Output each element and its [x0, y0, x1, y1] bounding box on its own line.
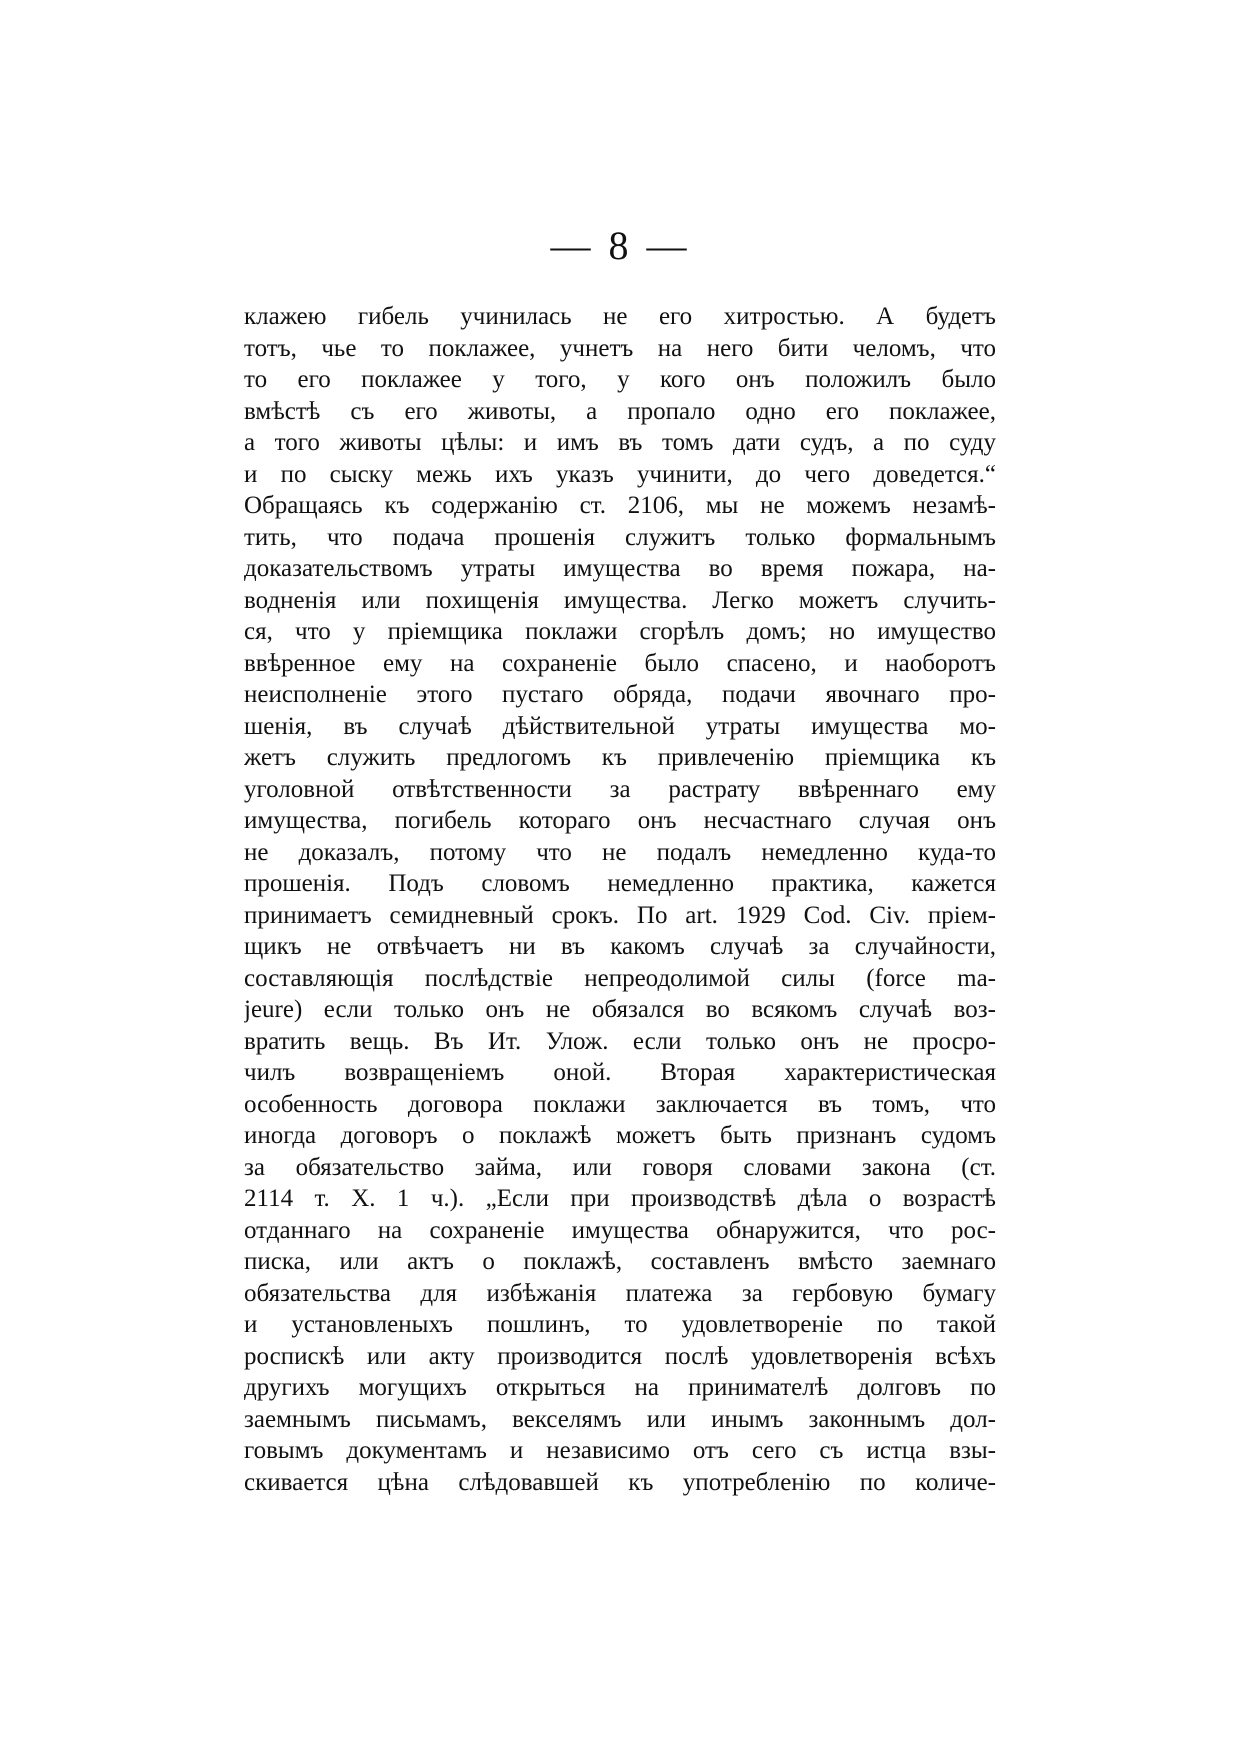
text-line: имущества, погибель котораго онъ несчастнаго случая онъ — [244, 807, 996, 834]
text-line: говымъ документамъ и независимо отъ сего съ истца взы- — [244, 1437, 996, 1464]
text-line: принимаетъ семидневный срокъ. По art. 1929 Cod. Civ. пріем- — [244, 901, 996, 929]
text-line: а того животы цѣлы: и имъ въ томъ дати судъ, а по суду — [244, 429, 996, 456]
text-line: jeure) если только онъ не обязался во всякомъ случаѣ воз- — [244, 996, 996, 1023]
text-line: неисполненіе этого пустаго обряда, подачи явочнаго про- — [244, 681, 996, 708]
text-line: прошенія. Подъ словомъ немедленно практика, кажется — [244, 870, 996, 897]
text-line: 2114 т. X. 1 ч.). „Если при производствѣ дѣла о возрастѣ — [244, 1185, 996, 1212]
text-line: и установленыхъ пошлинъ, то удовлетвореніе по такой — [244, 1311, 996, 1338]
text-line: доказательствомъ утраты имущества во время пожара, на- — [244, 555, 996, 582]
text-line: вмѣстѣ съ его животы, а пропало одно его поклажее, — [244, 397, 996, 425]
text-line: особенность договора поклажи заключается въ томъ, что — [244, 1090, 996, 1118]
text-line: водненія или похищенія имущества. Легко можетъ случить- — [244, 586, 996, 614]
text-line: вратить вещь. Въ Ит. Улож. если только онъ не просро- — [244, 1027, 996, 1055]
text-line: щикъ не отвѣчаетъ ни въ какомъ случаѣ за случайности, — [244, 933, 996, 960]
text-line: жетъ служить предлогомъ къ привлеченію пріемщика къ — [244, 744, 996, 771]
text-line: клажею гибель учинилась не его хитростью. А будетъ — [244, 303, 996, 330]
text-line: иногда договоръ о поклажѣ можетъ быть признанъ судомъ — [244, 1122, 996, 1149]
text-line: тотъ, чье то поклажее, учнетъ на него бити челомъ, что — [244, 334, 996, 362]
text-line: и по сыску межь ихъ указъ учинити, до чего доведется.“ — [244, 460, 996, 488]
text-line: заемнымъ письмамъ, векселямъ или инымъ законнымъ дол- — [244, 1405, 996, 1433]
text-line: то его поклажее у того, у кого онъ положилъ было — [244, 366, 996, 393]
text-line: обязательства для избѣжанія платежа за гербовую бумагу — [244, 1279, 996, 1307]
text-line: писка, или актъ о поклажѣ, составленъ вмѣсто заемнаго — [244, 1248, 996, 1275]
text-line: шенія, въ случаѣ дѣйствительной утраты имущества мо- — [244, 712, 996, 740]
body-text — [244, 301, 996, 1498]
text-line: не доказалъ, потому что не подалъ немедленно куда-то — [244, 838, 996, 866]
text-line: составляющія послѣдствіе непреодолимой силы (force ma- — [244, 964, 996, 992]
text-line: чилъ возвращеніемъ оной. Вторая характеристическая — [244, 1059, 996, 1086]
text-line: отданнаго на сохраненіе имущества обнаружится, что рос- — [244, 1216, 996, 1244]
text-line: уголовной отвѣтственности за растрату ввѣреннаго ему — [244, 775, 996, 803]
text-line: ся, что у пріемщика поклажи сгорѣлъ домъ; но имущество — [244, 618, 996, 645]
text-line: скивается цѣна слѣдовавшей къ употребленію по количе- — [244, 1468, 996, 1496]
text-line: другихъ могущихъ открыться на принимателѣ долговъ по — [244, 1374, 996, 1401]
text-line: за обязательство займа, или говоря словами закона (ст. — [244, 1153, 996, 1181]
text-line: роспискѣ или акту производится послѣ удовлетворенія всѣхъ — [244, 1342, 996, 1370]
text-line: ввѣренное ему на сохраненіе было спасено, и наоборотъ — [244, 649, 996, 677]
text-line: Обращаясь къ содержанію ст. 2106, мы не можемъ незамѣ- — [244, 492, 996, 519]
text-line: тить, что подача прошенія служитъ только формальнымъ — [244, 523, 996, 551]
page-number: — 8 — — [550, 223, 691, 268]
